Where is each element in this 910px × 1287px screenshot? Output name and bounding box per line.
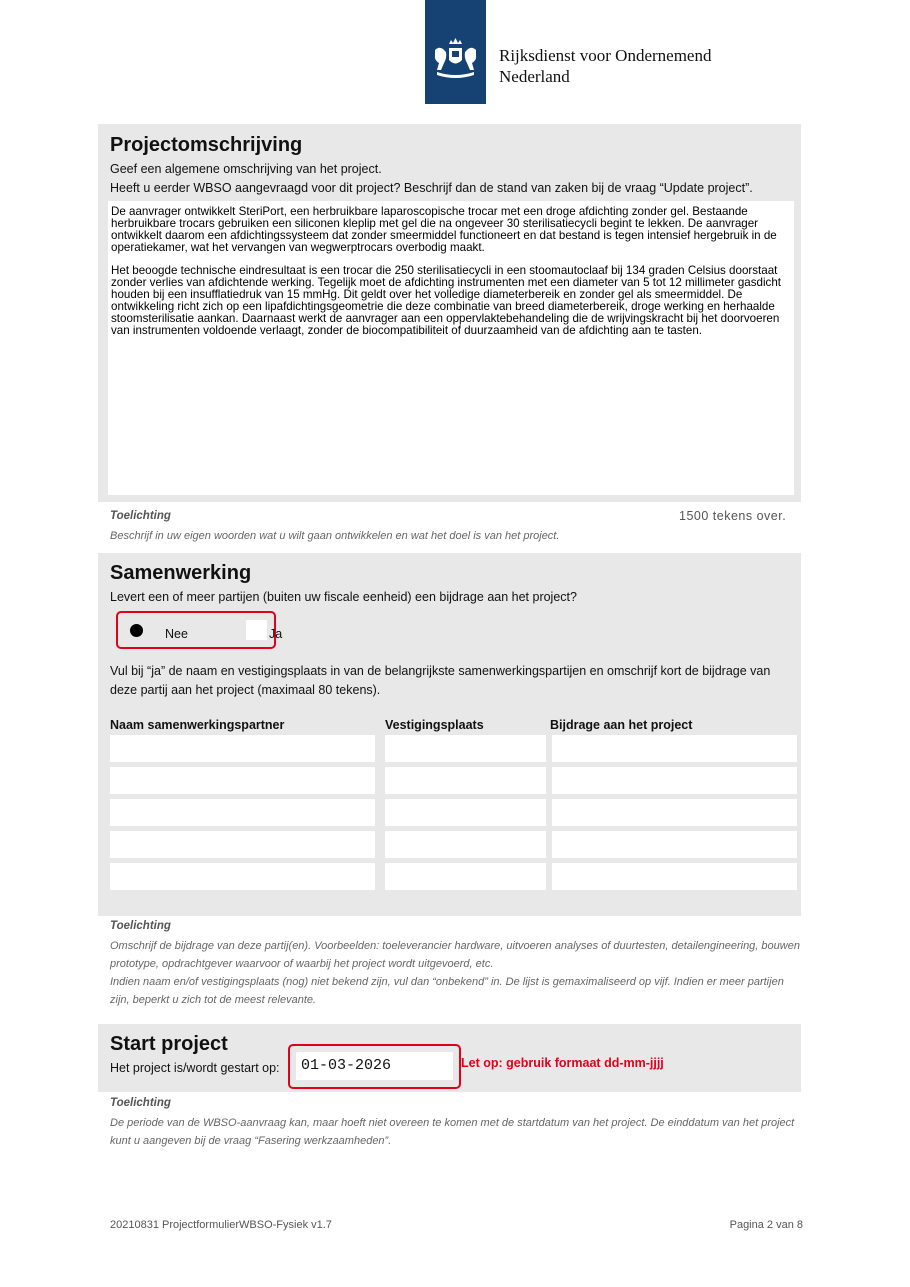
instruction-text: Heeft u eerder WBSO aangevraagd voor dit project? Beschrijf dan de stand van zaken bij de vraag “Update project”.	[110, 181, 753, 195]
radio-label-nee: Nee	[165, 627, 188, 641]
partner-location-input[interactable]	[385, 831, 546, 858]
description-paragraph: Het beoogde technische eindresultaat is een trocar die 250 sterilisatiecycli in een stoomautoclaaf bij 134 graden Celsius doorstaat zonder verlies van afdichtende werking. Tegelijk moet de afdichting instrumenten met een diameter van 5 tot 12 millimeter gasdicht houden bij een insufflatiedruk van 15 mmHg. Dit geldt over het volledige diameterbereik en zonder gel als smeermiddel. De ontwikkeling richt zich op een lipafdichtingsgeometrie die deze combinatie van breed diameterbereik, droge werking en herhaalde stoomsterilisatie aankan. Daarnaast werkt de aanvrager aan een oppervlaktebehandeling die de wrijvingskracht bij het doorvoeren van instrumenten voldoende verlaagt, zonder de biocompatibiliteit of duurzaamheid van de afdichting aan te tasten.	[111, 264, 782, 337]
instruction-text: deze partij aan het project (maximaal 80 tekens).	[110, 683, 381, 697]
organisation-name-line1: Rijksdienst voor Ondernemend	[499, 46, 712, 65]
coat-of-arms-icon	[425, 0, 486, 104]
organisation-name-line2: Nederland	[499, 67, 570, 86]
instruction-text: Geef een algemene omschrijving van het project.	[110, 162, 382, 176]
column-header-location: Vestigingsplaats	[385, 718, 484, 732]
start-date-input[interactable]: 01-03-2026	[296, 1052, 453, 1080]
radio-ja[interactable]	[246, 620, 267, 640]
partner-location-input[interactable]	[385, 767, 546, 794]
partner-location-input[interactable]	[385, 799, 546, 826]
column-header-contribution: Bijdrage aan het project	[550, 718, 693, 732]
toelichting-text: De periode van de WBSO-aanvraag kan, maar hoeft niet overeen te komen met de startdatum van het project. De einddatum van het project	[110, 1117, 795, 1129]
toelichting-text: Beschrijf in uw eigen woorden wat u wilt gaan ontwikkelen en wat het doel is van het project.	[110, 530, 560, 542]
partner-name-input[interactable]	[110, 735, 375, 762]
organisation-name	[499, 45, 711, 87]
toelichting-label: Toelichting	[110, 920, 171, 932]
description-paragraph: De aanvrager ontwikkelt SteriPort, een herbruikbare laparoscopische trocar met een droge afdichting zonder gel. Bestaande herbruikbare trocars gebruiken een siliconen kleplip met gel die na ongeveer 30 sterilisatiecycli begint te lekken. De aanvrager ontwikkelt daarom een afdichtingssysteem dat zonder smeermiddel functioneert en dat bestand is tegen intensief hergebruik in de operatiekamer, wat het vervangen van wegwerptrocars overbodig maakt.	[111, 205, 777, 254]
toelichting-text: Indien naam en/of vestigingsplaats (nog) niet bekend zijn, vul dan “onbekend” in. De lijst is gemaximaliseerd op vijf. Indien er meer partijen	[110, 976, 784, 988]
date-format-note: Let op: gebruik formaat dd-mm-jjjj	[461, 1056, 664, 1070]
radio-nee-selected[interactable]	[130, 624, 143, 637]
radio-label-ja: Ja	[269, 627, 283, 641]
toelichting-text: Omschrijf de bijdrage van deze partij(en). Voorbeelden: toeleverancier hardware, uitvoeren analyses of duurtesten, detailengineering, bouwen	[110, 940, 800, 952]
partner-name-input[interactable]	[110, 767, 375, 794]
project-description-textarea[interactable]	[108, 201, 794, 495]
toelichting-text: zijn, beperkt u zich tot de meest relevante.	[110, 994, 317, 1006]
character-counter: 1500 tekens over.	[679, 509, 787, 523]
toelichting-label: Toelichting	[110, 510, 171, 522]
partner-name-input[interactable]	[110, 799, 375, 826]
start-date-label: Het project is/wordt gestart op:	[110, 1061, 280, 1075]
instruction-text: Vul bij “ja” de naam en vestigingsplaats in van de belangrijkste samenwerkingspartijen en omschrijf kort de bijdrage van	[110, 664, 771, 678]
section-title-samenwerking: Samenwerking	[110, 562, 252, 584]
toelichting-text: prototype, opdrachtgever waarvoor of waarbij het project wordt uitgevoerd, etc.	[110, 958, 494, 970]
partner-name-input[interactable]	[110, 863, 375, 890]
section-title-start-project: Start project	[110, 1033, 228, 1055]
partner-location-input[interactable]	[385, 735, 546, 762]
partner-contribution-input[interactable]	[552, 799, 797, 826]
partner-contribution-input[interactable]	[552, 767, 797, 794]
footer-page-number: Pagina 2 van 8	[729, 1219, 803, 1231]
rvo-logo	[425, 0, 486, 104]
partner-contribution-input[interactable]	[552, 863, 797, 890]
question-text: Levert een of meer partijen (buiten uw fiscale eenheid) een bijdrage aan het project?	[110, 590, 577, 604]
toelichting-label: Toelichting	[110, 1097, 171, 1109]
section-title-projectomschrijving: Projectomschrijving	[110, 134, 303, 156]
toelichting-text: kunt u aangeven bij de vraag “Fasering werkzaamheden”.	[110, 1135, 392, 1147]
column-header-name: Naam samenwerkingspartner	[110, 718, 285, 732]
partner-location-input[interactable]	[385, 863, 546, 890]
partner-contribution-input[interactable]	[552, 735, 797, 762]
partner-name-input[interactable]	[110, 831, 375, 858]
partner-contribution-input[interactable]	[552, 831, 797, 858]
footer-form-id: 20210831 ProjectformulierWBSO-Fysiek v1.7	[110, 1219, 332, 1231]
